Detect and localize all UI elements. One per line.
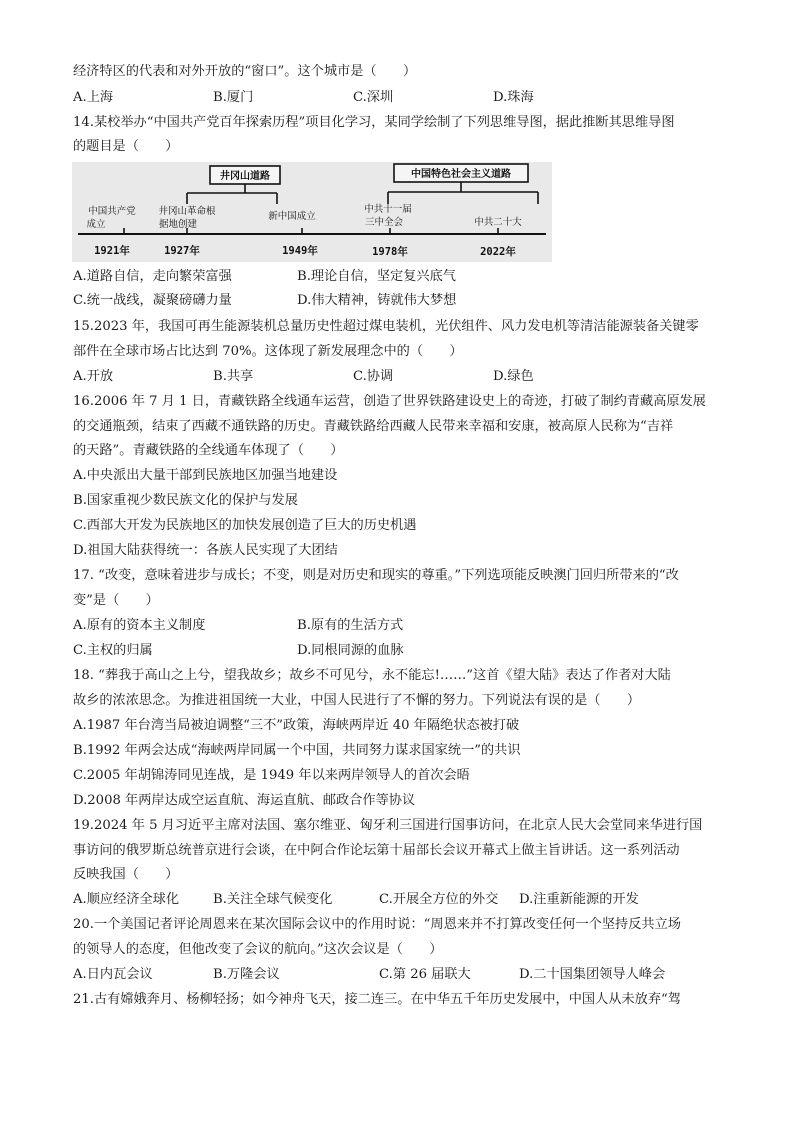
option-c[interactable]: C.深圳 <box>353 90 394 105</box>
year-1978: 1978年 <box>372 246 408 258</box>
year-1921: 1921年 <box>94 245 130 257</box>
question-15-stem-line-2: 部件在全球市场占比达到 70%。这体现了新发展理念中的（ ） <box>73 344 463 359</box>
question-19-stem-line-1: 19.2024 年 5 月习近平主席对法国、塞尔维亚、匈牙利三国进行国事访问，在北京人民大会堂同来华进行国 <box>73 818 703 833</box>
option-a[interactable]: A.道路自信，走向繁荣富强 <box>73 269 232 284</box>
event-4-line-1: 中共十一届 <box>364 204 412 215</box>
option-b[interactable]: B.理论自信，坚定复兴底气 <box>297 269 456 284</box>
year-1949: 1949年 <box>282 245 318 257</box>
year-2022: 2022年 <box>480 246 516 258</box>
question-14-stem-line-2: 的题目是（ ） <box>73 139 179 154</box>
question-16-stem-line-1: 16.2006 年 7 月 1 日，青藏铁路全线通车运营，创造了世界铁路建设史上的奇迹，打破了制约青藏高原发展 <box>73 394 706 409</box>
option-b[interactable]: B.共享 <box>213 369 254 384</box>
option-a[interactable]: A.原有的资本主义制度 <box>73 618 206 633</box>
question-18-option-d[interactable]: D.2008 年两岸达成空运直航、海运直航、邮政合作等协议 <box>73 793 416 808</box>
question-16-stem-line-2: 的交通瓶颈，结束了西藏不通铁路的历史。青藏铁路给西藏人民带来幸福和安康，被高原人民称为“吉祥 <box>73 419 674 434</box>
option-d[interactable]: D.珠海 <box>493 90 534 105</box>
option-a[interactable]: A.日内瓦会议 <box>73 967 153 982</box>
option-d[interactable]: D.二十国集团领导人峰会 <box>519 967 666 982</box>
question-18-option-c[interactable]: C.2005 年胡锦涛同见连战，是 1949 年以来两岸领导人的首次会晤 <box>73 768 470 783</box>
question-17-options-row-1 <box>73 617 733 635</box>
event-2-line-2: 据地创建 <box>158 219 198 230</box>
event-1-line-2: 成立 <box>86 219 106 230</box>
option-c[interactable]: C.统一战线，凝聚磅礴力量 <box>73 293 232 308</box>
question-18-stem-line-1: 18. “葬我于高山之上兮，望我故乡；故乡不可见兮，永不能忘!……”这首《望大陆》表达了作者对大陆 <box>73 668 671 683</box>
question-16-stem-line-3: 的天路”。青藏铁路的全线通车体现了（ ） <box>73 443 344 458</box>
question-14-stem-line-1: 14.某校举办“中国共产党百年探索历程”项目化学习，某同学绘制了下列思维导图，据此推断其思维导图 <box>73 115 675 130</box>
option-b[interactable]: B.厦门 <box>213 90 254 105</box>
year-1927: 1927年 <box>164 245 200 257</box>
question-18-stem-line-2: 故乡的浓浓思念。为推进祖国统一大业，中国人民进行了不懈的努力。下列说法有误的是（ ） <box>73 693 641 708</box>
event-3: 新中国成立 <box>268 211 316 222</box>
question-16-option-b[interactable]: B.国家重视少数民族文化的保护与发展 <box>73 493 298 508</box>
event-2-line-1: 井冈山革命根 <box>158 206 216 217</box>
question-17-options-row-2 <box>73 642 733 660</box>
question-16-option-a[interactable]: A.中央派出大量干部到民族地区加强当地建设 <box>73 468 338 483</box>
option-b[interactable]: B.原有的生活方式 <box>297 618 404 633</box>
question-15-stem-line-1: 15.2023 年，我国可再生能源装机总量历史性超过煤电装机，光伏组件、风力发电机等清洁能源装备关键零 <box>73 319 699 334</box>
question-18-option-b[interactable]: B.1992 年两会达成“海峡两岸同属一个中国，共同努力谋求国家统一”的共识 <box>73 743 521 758</box>
question-20-options <box>73 966 733 984</box>
option-d[interactable]: D.绿色 <box>493 369 534 384</box>
question-19-stem-line-3: 反映我国（ ） <box>73 867 179 882</box>
question-14-options-row-2 <box>73 292 733 310</box>
mind-map-figure <box>72 162 552 262</box>
question-20-stem-line-2: 的领导人的态度，但他改变了会议的航向。”这次会议是（ ） <box>73 942 443 957</box>
option-a[interactable]: A.开放 <box>73 369 114 384</box>
option-a[interactable]: A.上海 <box>73 90 114 105</box>
option-c[interactable]: C.第 26 届联大 <box>379 967 471 982</box>
question-21-stem-line-1: 21.古有嫦娥奔月、杨柳轻扬；如今神舟飞天，接二连三。在中华五千年历史发展中，中国人从未放弃“驾 <box>73 992 681 1007</box>
option-a[interactable]: A.顺应经济全球化 <box>73 892 180 907</box>
box-socialism-road-label: 中国特色社会主义道路 <box>411 169 511 180</box>
question-16-option-c[interactable]: C.西部大开发为民族地区的加快发展创造了巨大的历史机遇 <box>73 518 417 533</box>
question-17-stem-line-2: 变”是（ ） <box>73 593 159 608</box>
question-13-stem: 经济特区的代表和对外开放的“窗口”。这个城市是（ ） <box>73 64 417 79</box>
event-5: 中共二十大 <box>474 217 522 228</box>
question-18-option-a[interactable]: A.1987 年台湾当局被迫调整“三不”政策，海峡两岸近 40 年隔绝状态被打破 <box>73 718 520 733</box>
option-c[interactable]: C.开展全方位的外交 <box>379 892 499 907</box>
question-16-option-d[interactable]: D.祖国大陆获得统一：各族人民实现了大团结 <box>73 543 338 558</box>
mind-map-diagram <box>72 162 552 262</box>
question-19-options <box>73 891 733 909</box>
option-b[interactable]: B.关注全球气候变化 <box>213 892 333 907</box>
question-17-stem-line-1: 17. “改变，意味着进步与成长；不变，则是对历史和现实的尊重。”下列选项能反映澳门回归所带来的“改 <box>73 568 679 583</box>
option-c[interactable]: C.协调 <box>353 369 394 384</box>
question-19-stem-line-2: 事访问的俄罗斯总统普京进行会谈，在中阿合作论坛第十届部长会议开幕式上做主旨讲话。这一系列活动 <box>73 843 680 858</box>
question-13-options <box>73 89 733 107</box>
option-d[interactable]: D.注重新能源的开发 <box>519 892 639 907</box>
question-15-options <box>73 368 733 386</box>
event-4-line-2: 三中全会 <box>364 217 404 228</box>
option-d[interactable]: D.伟大精神，铸就伟大梦想 <box>297 293 457 308</box>
question-14-options-row-1 <box>73 268 733 286</box>
option-c[interactable]: C.主权的归属 <box>73 643 153 658</box>
option-d[interactable]: D.同根同源的血脉 <box>297 643 404 658</box>
option-b[interactable]: B.万隆会议 <box>213 967 280 982</box>
question-20-stem-line-1: 20.一个美国记者评论周恩来在某次国际会议中的作用时说：“周恩来并不打算改变任何一个坚持反共立场 <box>73 917 681 932</box>
box-jinggangshan-label: 井冈山道路 <box>220 171 270 182</box>
event-1-line-1: 中国共产党 <box>88 206 136 217</box>
